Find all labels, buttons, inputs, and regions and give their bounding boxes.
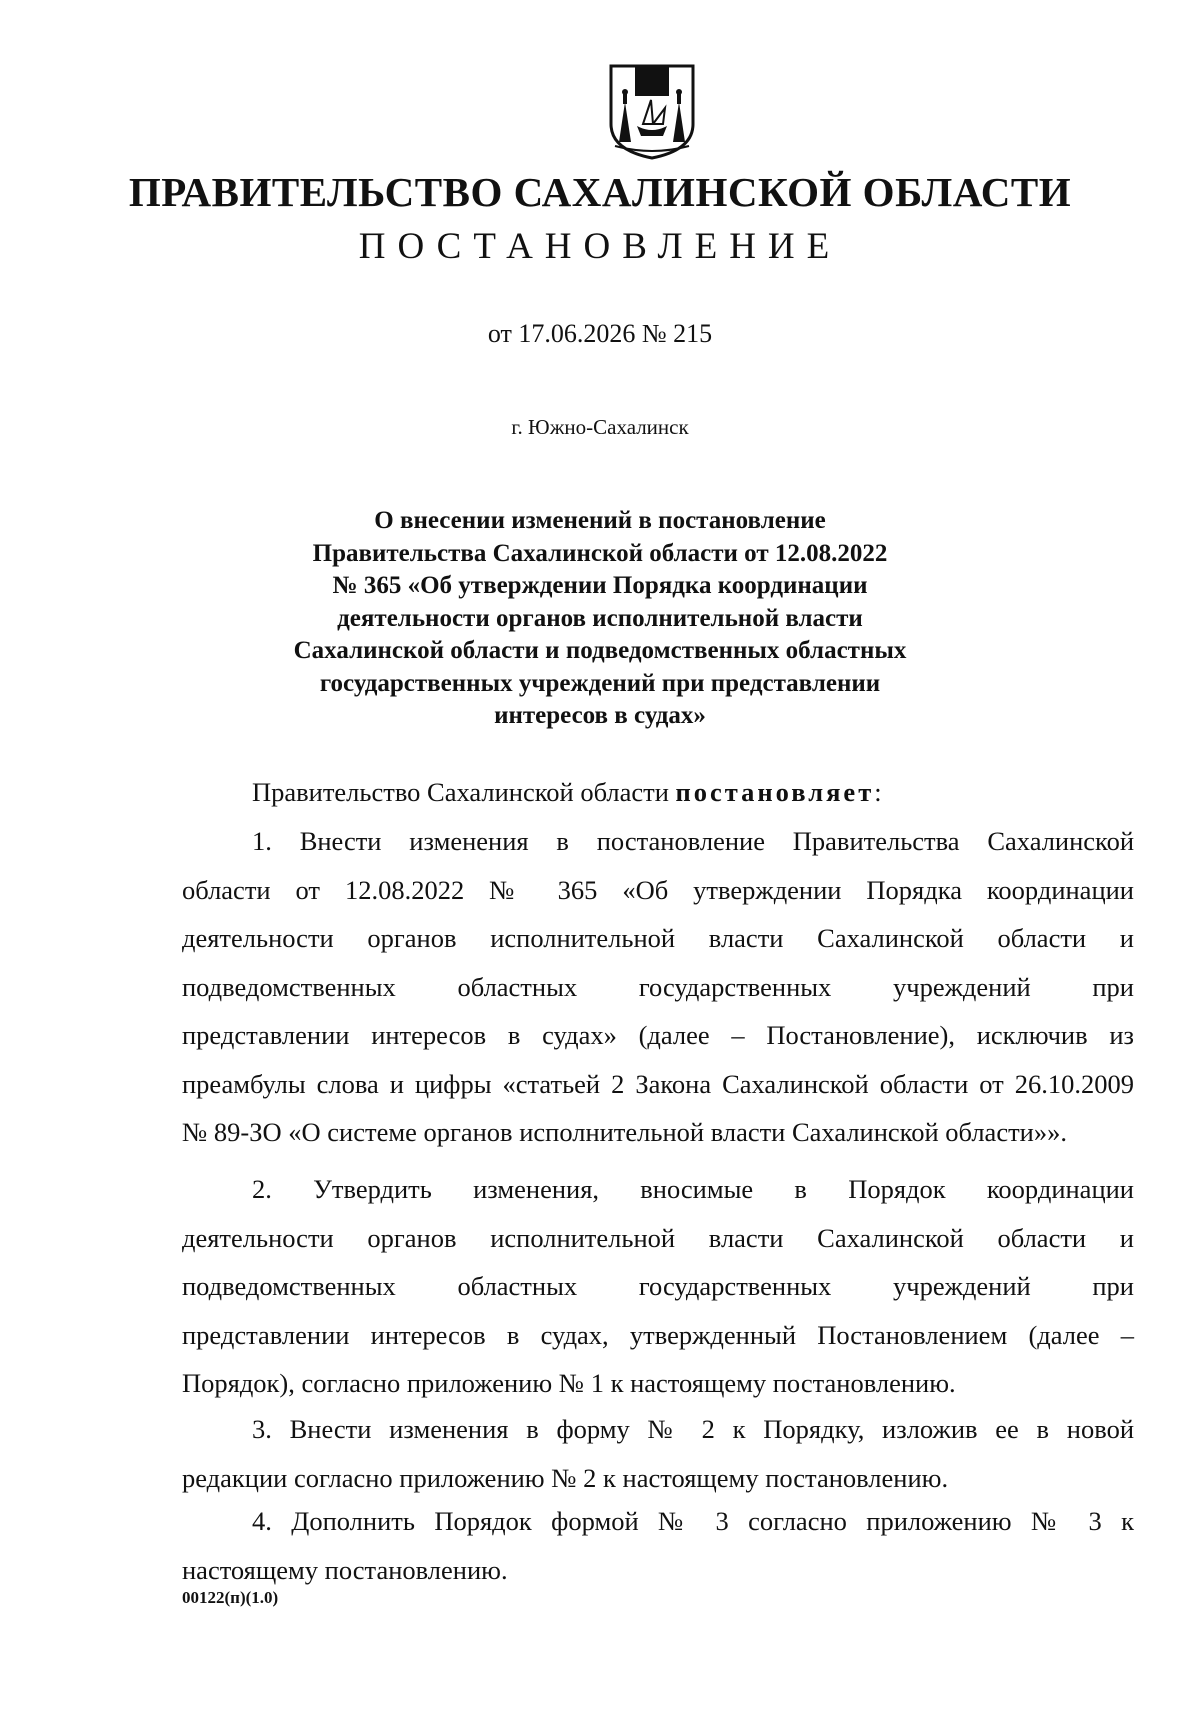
heading-line: Правительства Сахалинской области от 12.08.2022 <box>312 539 888 567</box>
lead-suffix: : <box>874 777 882 807</box>
paragraph-line: деятельности органов исполнительной власти Сахалинской области и <box>182 1222 1134 1253</box>
paragraph-line: настоящему постановлению. <box>182 1554 508 1585</box>
heading-line: № 365 «Об утверждении Порядка координации <box>332 572 868 599</box>
heading-line: Сахалинской области и подведомственных областных <box>293 637 907 664</box>
paragraph-line: 3. Внести изменения в форму № 2 к Порядку, изложив ее в новой <box>252 1414 1134 1444</box>
paragraph-line: преамбулы слова и цифры «статьей 2 Закона Сахалинской области от 26.10.2009 <box>182 1068 1134 1099</box>
paragraph-3 <box>182 1405 1134 1502</box>
lead-emphasis: постановляет <box>675 777 875 807</box>
paragraph-line: 1. Внести изменения в постановление Правительства Сахалинской <box>252 826 1134 856</box>
paragraph-line: подведомственных областных государственных учреждений при <box>182 971 1134 1002</box>
document-type-title: ПОСТАНОВЛЕНИЕ <box>358 226 842 267</box>
paragraph-line: подведомственных областных государственных учреждений при <box>182 1271 1134 1301</box>
paragraph-line: 4. Дополнить Порядок формой № 3 согласно приложению № 3 к <box>252 1506 1134 1536</box>
resolution-lead <box>252 777 882 808</box>
paragraph-line: представлении интересов в судах» (далее – Постановление), исключив из <box>182 1020 1134 1050</box>
city-name: г. Южно-Сахалинск <box>511 415 689 439</box>
paragraph-1 <box>182 817 1134 1157</box>
coat-of-arms-icon <box>607 64 697 160</box>
paragraph-2 <box>182 1165 1134 1408</box>
paragraph-line: представлении интересов в судах, утвержденный Постановлением (далее – <box>182 1319 1134 1350</box>
paragraph-line: 2. Утвердить изменения, вносимые в Порядок координации <box>252 1174 1134 1204</box>
paragraph-line: № 89-ЗО «О системе органов исполнительной власти Сахалинской области»». <box>182 1117 1067 1147</box>
heading-line: О внесении изменений в постановление <box>374 507 826 534</box>
paragraph-line: деятельности органов исполнительной власти Сахалинской области и <box>182 923 1134 953</box>
resolution-heading <box>250 505 950 733</box>
organization-title: ПРАВИТЕЛЬСТВО САХАЛИНСКОЙ ОБЛАСТИ <box>128 169 1072 215</box>
paragraph-line: Порядок), согласно приложению № 1 к настоящему постановлению. <box>182 1368 956 1398</box>
paragraph-line: редакции согласно приложению № 2 к настоящему постановлению. <box>182 1462 949 1493</box>
paragraph-line: области от 12.08.2022 № 365 «Об утверждении Порядка координации <box>182 874 1134 905</box>
heading-line: интересов в судах» <box>494 702 706 729</box>
paragraph-4 <box>182 1497 1134 1594</box>
date-and-number: от 17.06.2026 № 215 <box>487 319 713 348</box>
form-code: 00122(п)(1.0) <box>182 1588 279 1607</box>
lead-text: Правительство Сахалинской области <box>252 777 676 807</box>
heading-line: деятельности органов исполнительной власти <box>337 604 863 632</box>
heading-line: государственных учреждений при представлении <box>319 669 881 697</box>
